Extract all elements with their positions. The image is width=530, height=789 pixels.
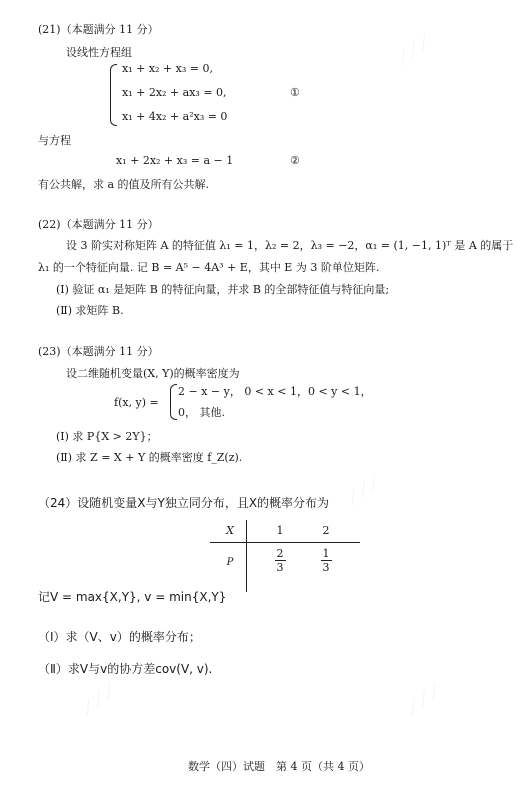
table-rule bbox=[210, 542, 360, 543]
q22-part2: (Ⅱ) 求矩阵 B. bbox=[56, 304, 124, 317]
q24-part1: （Ⅰ）求（V、v）的概率分布； bbox=[38, 630, 201, 644]
q22-heading: (22)（本题满分 11 分） bbox=[38, 218, 159, 231]
table-col-1: 1 bbox=[276, 524, 284, 537]
q24-part2: （Ⅱ）求V与v的协方差cov(V, v). bbox=[38, 662, 213, 676]
frac-denominator: 3 bbox=[276, 561, 284, 574]
q21-system bbox=[110, 62, 310, 130]
q21-intro: 设线性方程组 bbox=[66, 46, 132, 59]
q21-eq2: x₁ + 2x₂ + ax₃ = 0, bbox=[122, 86, 227, 99]
q23-case2: 0， 其他. bbox=[178, 406, 225, 419]
q24-definition: 记V = max{X,Y}, v = min{X,Y} bbox=[38, 590, 227, 604]
table-row-p: P bbox=[226, 557, 234, 568]
q23-f-label: f(x, y) = bbox=[114, 396, 159, 409]
table-header-x: X bbox=[226, 524, 234, 537]
equation-marker-2: ② bbox=[290, 154, 300, 167]
q21-mid: 与方程 bbox=[38, 134, 71, 147]
q24-heading: （24）设随机变量X与Y独立同分布，且X的概率分布为 bbox=[38, 496, 330, 510]
watermark: ⟋⟋⟋ bbox=[402, 681, 446, 720]
q21-eq4: x₁ + 2x₂ + x₃ = a − 1 bbox=[116, 154, 234, 167]
q23-case1: 2 − x − y， 0 < x < 1，0 < y < 1， bbox=[178, 385, 372, 398]
table-frac-1 bbox=[270, 547, 290, 574]
table-frac-2 bbox=[316, 547, 336, 574]
frac-numerator: 2 bbox=[276, 547, 284, 560]
watermark: ⟋⟋⟋ bbox=[342, 471, 386, 510]
q23-part1: (Ⅰ) 求 P{X > 2Y}； bbox=[56, 430, 158, 443]
probability-table bbox=[200, 520, 360, 592]
q21-eq1: x₁ + x₂ + x₃ = 0, bbox=[122, 62, 213, 75]
table-col-2: 2 bbox=[322, 524, 330, 537]
q21-eq3: x₁ + 4x₂ + a²x₃ = 0 bbox=[122, 110, 228, 123]
page-footer: 数学（四）试题 第 4 页（共 4 页） bbox=[188, 760, 370, 773]
q23-intro: 设二维随机变量(X, Y)的概率密度为 bbox=[66, 367, 240, 380]
q21-question: 有公共解，求 a 的值及所有公共解. bbox=[38, 178, 210, 191]
frac-numerator: 1 bbox=[322, 547, 330, 560]
table-divider bbox=[246, 520, 247, 592]
frac-denominator: 3 bbox=[322, 561, 330, 574]
q22-part1: (Ⅰ) 验证 α₁ 是矩阵 B 的特征向量，并求 B 的全部特征值与特征向量; bbox=[56, 283, 390, 296]
equation-marker-1: ① bbox=[290, 86, 300, 99]
q23-part2: (Ⅱ) 求 Z = X + Y 的概率密度 f_Z(z). bbox=[56, 451, 243, 464]
q21-heading: (21)（本题满分 11 分） bbox=[38, 23, 159, 36]
q22-line1: 设 3 阶实对称矩阵 A 的特征值 λ₁ = 1，λ₂ = 2，λ₃ = −2，α₁ = (1, −1, 1)ᵀ 是 A 的属于 bbox=[66, 239, 514, 252]
q23-heading: (23)（本题满分 11 分） bbox=[38, 345, 159, 358]
watermark: ⟋⟋⟋ bbox=[392, 31, 436, 70]
left-brace-icon bbox=[110, 64, 117, 126]
watermark: ⟋⟋⟋ bbox=[77, 681, 121, 720]
q22-line2: λ₁ 的一个特征向量. 记 B = A⁵ − 4A³ + E，其中 E 为 3 阶单位矩阵. bbox=[38, 261, 380, 274]
left-brace-icon bbox=[170, 384, 177, 420]
